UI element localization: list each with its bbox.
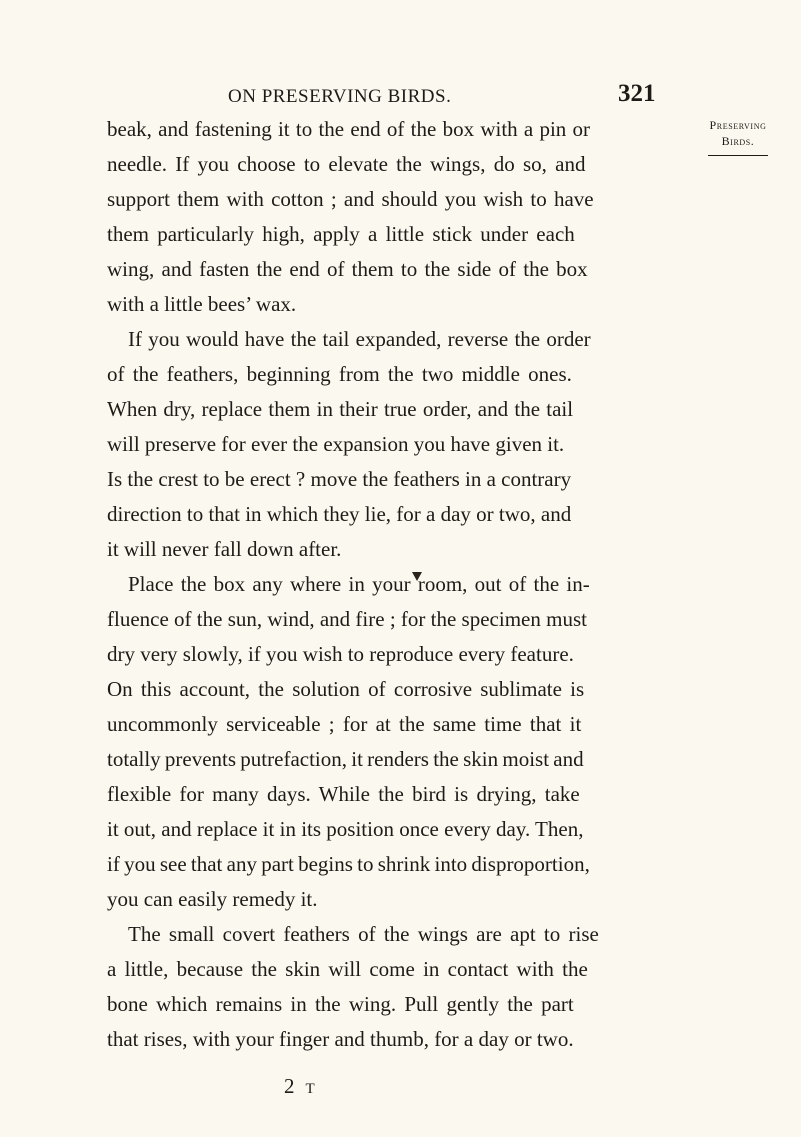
text-line: that rises, with your finger and thumb, for a day or two. — [107, 1027, 574, 1051]
text-line: flexible for many days. While the bird is drying, take — [107, 782, 580, 806]
margin-note — [678, 117, 798, 156]
margin-note-line-2: Birds. — [721, 134, 755, 148]
text-line: When dry, replace them in their true order, and the tail — [107, 397, 574, 421]
signature-number: 2 — [284, 1074, 298, 1098]
signature-letter: T — [305, 1081, 318, 1097]
margin-note-rule — [708, 155, 768, 156]
text-line: wing, and fasten the end of them to the side of the box — [107, 257, 588, 281]
text-line: dry very slowly, if you wish to reproduce every feature. — [107, 642, 574, 666]
text-line: needle. If you choose to elevate the wings, do so, and — [107, 152, 586, 176]
text-line: with a little bees’ wax. — [107, 292, 297, 316]
text-line: totally prevents putrefaction, it renders the skin moist and — [107, 747, 584, 771]
text-line: a little, because the skin will come in contact with the — [107, 957, 588, 981]
text-line: if you see that any part begins to shrink into disproportion, — [107, 852, 590, 876]
text-line: it will never fall down after. — [107, 537, 342, 561]
text-line: fluence of the sun, wind, and fire ; for the specimen must — [107, 607, 587, 631]
text-line: beak, and fastening it to the end of the box with a pin or — [107, 117, 591, 141]
text-line: it out, and replace it in its position once every day. Then, — [107, 817, 584, 841]
signature-mark — [284, 1074, 318, 1099]
text-line: will preserve for ever the expansion you have given it. — [107, 432, 565, 456]
page-number: 321 — [618, 80, 656, 107]
text-line: of the feathers, beginning from the two middle ones. — [107, 362, 572, 386]
text-line: On this account, the solution of corrosive sublimate is — [107, 677, 585, 701]
running-title: ON PRESERVING BIRDS. — [228, 86, 452, 107]
text-line: The small covert feathers of the wings are apt to rise — [128, 922, 599, 946]
text-line: them particularly high, apply a little stick under each — [107, 222, 575, 246]
text-line: Is the crest to be erect ? move the feathers in a contrary — [107, 467, 572, 491]
text-line: bone which remains in the wing. Pull gently the part — [107, 992, 574, 1016]
text-line: you can easily remedy it. — [107, 887, 318, 911]
text-line: support them with cotton ; and should you wish to have — [107, 187, 594, 211]
text-line: uncommonly serviceable ; for at the same time that it — [107, 712, 582, 736]
margin-note-line-1: Preserving — [709, 118, 767, 132]
text-line: Place the box any where in your room, out of the in- — [128, 572, 590, 596]
text-line: If you would have the tail expanded, reverse the order — [128, 327, 591, 351]
text-line: direction to that in which they lie, for a day or two, and — [107, 502, 572, 526]
ink-speck — [412, 572, 422, 581]
